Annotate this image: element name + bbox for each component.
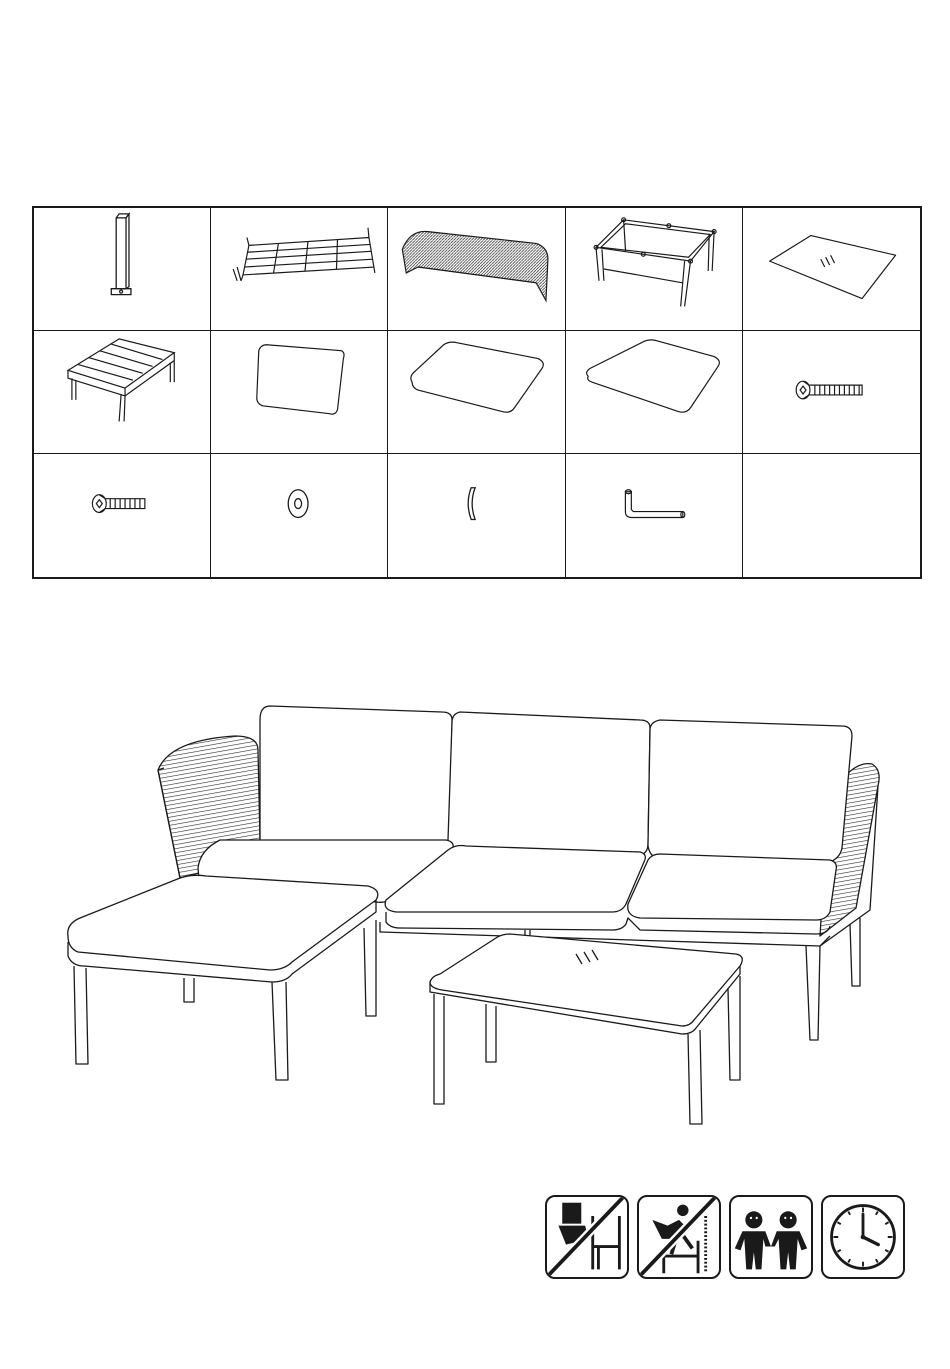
part-ottoman-cushion xyxy=(566,331,743,454)
leg-bracket-icon xyxy=(34,208,210,330)
no-standing-on-chair-icon xyxy=(545,1195,629,1279)
allen-key-icon xyxy=(566,454,742,577)
seat-cushion-icon xyxy=(388,331,564,453)
sofa-set-drawing xyxy=(60,690,890,1140)
part-allen-key xyxy=(566,454,743,577)
spring-washer-icon xyxy=(388,454,564,577)
sofa-seat-frame-icon xyxy=(211,208,387,330)
part-seat-cushion xyxy=(388,331,565,454)
part-washer xyxy=(211,454,388,577)
part-spring-washer xyxy=(388,454,565,577)
assembled-sofa-set-illustration xyxy=(60,690,890,1140)
table-frame-icon xyxy=(566,208,742,330)
no-climbing-icon xyxy=(637,1195,721,1279)
part-table-frame xyxy=(566,208,743,331)
two-person-assembly-icon xyxy=(729,1195,813,1279)
washer-icon xyxy=(211,454,387,577)
assembly-info-icons xyxy=(545,1195,905,1281)
part-ottoman-frame xyxy=(34,331,211,454)
part-short-bolt xyxy=(34,454,211,577)
part-glass-top xyxy=(743,208,920,331)
rope-backrest-icon xyxy=(388,208,564,330)
part-rope-backrest xyxy=(388,208,565,331)
part-leg-bracket xyxy=(34,208,211,331)
back-cushion-icon xyxy=(211,331,387,453)
part-sofa-seat-frame xyxy=(211,208,388,331)
parts-list-grid xyxy=(32,206,922,579)
part-long-bolt xyxy=(743,331,920,454)
ottoman-frame-icon xyxy=(34,331,210,453)
assembly-time-clock-icon xyxy=(821,1195,905,1279)
ottoman-cushion-icon xyxy=(566,331,742,453)
glass-top-icon xyxy=(743,208,920,330)
long-bolt-icon xyxy=(743,331,920,453)
empty-cell xyxy=(743,454,920,577)
short-bolt-icon xyxy=(34,454,210,577)
part-back-cushion xyxy=(211,331,388,454)
